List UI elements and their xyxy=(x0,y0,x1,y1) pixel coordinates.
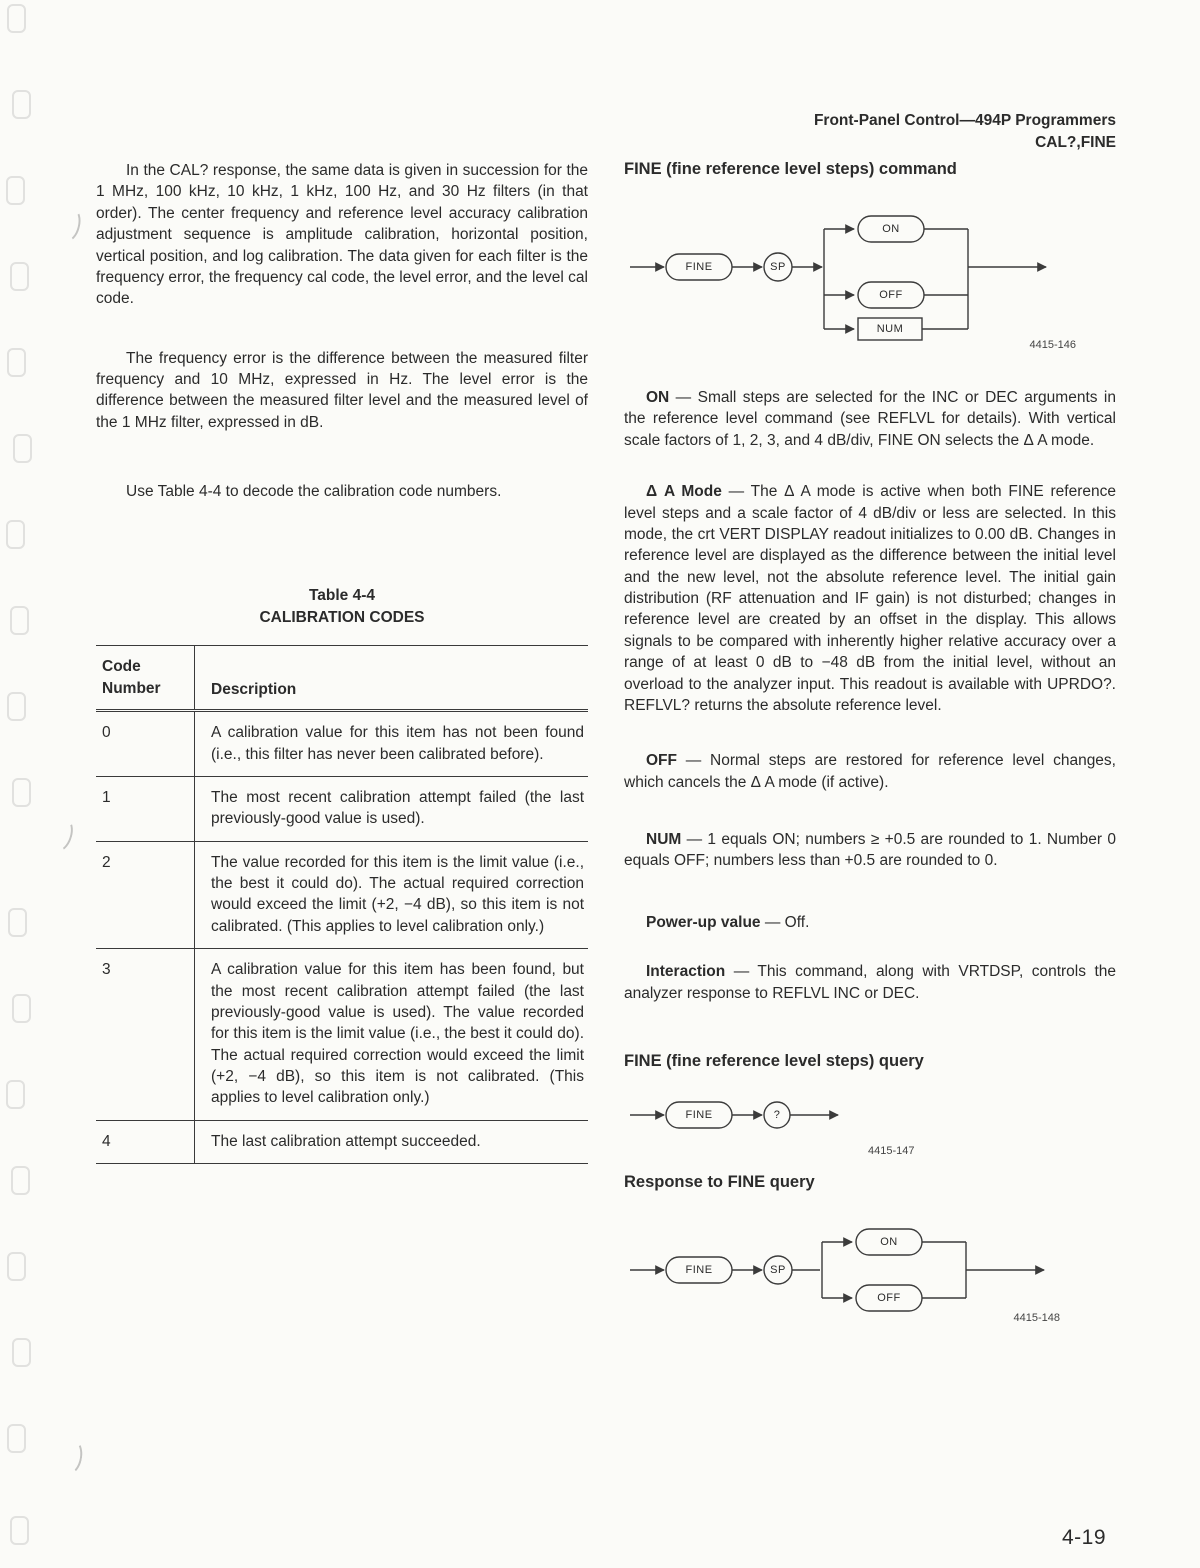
calibration-codes-table xyxy=(96,645,588,1164)
para-powerup-lead: Power-up value xyxy=(646,913,761,931)
table-header-row xyxy=(96,646,588,712)
table-row xyxy=(96,1121,588,1164)
para-delta-lead: Δ A Mode xyxy=(646,483,722,501)
scan-artifact xyxy=(8,908,27,937)
figure-number: 4415-148 xyxy=(1013,1311,1060,1324)
code-cell: 3 xyxy=(96,949,195,1120)
figure-number: 4415-146 xyxy=(1029,339,1076,351)
off-node-label: OFF xyxy=(879,289,903,301)
para-interaction-lead: Interaction xyxy=(646,963,726,981)
scan-artifact xyxy=(47,816,77,855)
scan-artifact xyxy=(6,520,25,549)
query-heading: FINE (fine reference level steps) query xyxy=(624,1051,924,1070)
sp-node-label: SP xyxy=(770,261,786,273)
para-power-up-value xyxy=(624,912,1116,933)
para-on-lead: ON xyxy=(646,389,670,406)
railroad-diagram-fine-command xyxy=(624,203,1104,353)
description-cell: The most recent calibration attempt failed (the last previously-good value is used). xyxy=(211,788,584,828)
para-on xyxy=(624,387,1116,451)
para-frequency-error: The frequency error is the difference between the measured filter frequency and 10 MHz, expressed in Hz. The level error is the difference between the measured filter level and the measured level of the 1 MHz filter, expressed in dB. xyxy=(96,349,588,431)
para-delta-a-mode xyxy=(624,481,1116,716)
table-row xyxy=(96,842,588,950)
query-syntax-diagram xyxy=(624,1093,1116,1157)
on-node-label: ON xyxy=(880,1235,898,1248)
table-row xyxy=(96,712,588,777)
scan-artifact xyxy=(7,348,26,377)
scan-artifact xyxy=(56,206,84,244)
para-interaction xyxy=(624,961,1116,1004)
railroad-diagram-fine-response xyxy=(624,1218,1104,1322)
scan-artifact xyxy=(59,1439,85,1476)
para-cal-response: In the CAL? response, the same data is given in succession for the 1 MHz, 100 kHz, 10 kHz, 1 kHz, 100 Hz, and 30 Hz filters (in that order). The center frequency and reference level accuracy calibration adjustment sequence is amplitude calibration, horizontal position, vertical position, and log calibration. The data given for each filter is the frequency error, the frequency cal code, the level error, and the level cal code. xyxy=(96,162,588,308)
scan-artifact xyxy=(12,778,31,807)
scan-artifact xyxy=(7,1252,26,1281)
response-heading: Response to FINE query xyxy=(624,1172,815,1191)
description-cell: The value recorded for this item is the limit value (i.e., the best it could do). The actual required correction would exceed the limit (+2, −4 dB), so this item is not calibrated. (This applies to level calibration only.) xyxy=(211,853,584,935)
page-number: 4-19 xyxy=(1062,1526,1107,1549)
table-row xyxy=(96,777,588,842)
command-heading: FINE (fine reference level steps) command xyxy=(624,160,957,178)
col-header-code-line2: Number xyxy=(102,679,161,697)
scan-artifact xyxy=(13,434,32,463)
left-column xyxy=(96,160,588,1164)
para-powerup-text: — Off. xyxy=(760,913,810,931)
railroad-diagram-fine-query xyxy=(624,1093,1104,1137)
para-off xyxy=(624,750,1116,793)
para-off-lead: OFF xyxy=(646,752,677,770)
scan-artifact xyxy=(11,1166,30,1195)
scan-artifact xyxy=(10,606,29,635)
scan-artifact xyxy=(10,1516,29,1545)
response-syntax-diagram xyxy=(624,1218,1116,1328)
col-header-description: Description xyxy=(211,681,297,699)
scan-artifact xyxy=(7,692,26,721)
fine-node-label: FINE xyxy=(685,1108,713,1121)
question-node-label: ? xyxy=(773,1108,781,1121)
scan-artifact xyxy=(7,1424,26,1453)
para-use-table: Use Table 4-4 to decode the calibration code numbers. xyxy=(126,483,502,501)
num-node-label: NUM xyxy=(876,323,904,335)
scan-artifact xyxy=(6,176,25,205)
scan-artifact xyxy=(12,90,31,119)
code-cell: 1 xyxy=(96,777,195,841)
code-cell: 2 xyxy=(96,842,195,949)
off-node-label: OFF xyxy=(877,1291,901,1304)
code-cell: 0 xyxy=(96,712,195,776)
scan-artifact xyxy=(12,1338,31,1367)
description-cell: A calibration value for this item has not been found (i.e., this filter has never been calibrated before). xyxy=(211,724,584,763)
para-num-text: — 1 equals ON; numbers ≥ +0.5 are rounded to 1. Number 0 equals OFF; numbers less than +0.5 are rounded to 0. xyxy=(624,831,1116,870)
col-header-code-line1: Code xyxy=(102,658,141,676)
sp-node-label: SP xyxy=(770,1263,786,1276)
para-num xyxy=(624,829,1116,872)
description-cell: A calibration value for this item has been found, but the most recent calibration attempt failed (the last previously-good value is used). The value recorded for this item is the limit value (i.e., the best it could do). The actual required correction would exceed the limit (+2, −4 dB), so this item is not calibrated. (This applies to level calibration only.) xyxy=(211,961,585,1107)
fine-node-label: FINE xyxy=(685,1263,713,1276)
table-title xyxy=(96,585,588,630)
fine-node-label: FINE xyxy=(685,261,713,273)
diagram-lines xyxy=(630,216,1046,340)
page-header xyxy=(624,110,1116,155)
para-interaction-text: — This command, along with VRTDSP, controls the analyzer response to REFLVL INC or DEC. xyxy=(624,963,1116,1002)
header-title: Front-Panel Control—494P Programmers xyxy=(813,112,1116,129)
scan-artifact xyxy=(6,1080,25,1109)
para-num-lead: NUM xyxy=(646,831,682,848)
para-off-text: — Normal steps are restored for reference level changes, which cancels the Δ A mode (if active). xyxy=(624,752,1116,791)
table-title-line2: CALIBRATION CODES xyxy=(259,608,425,626)
right-column xyxy=(624,160,1116,1328)
table-row xyxy=(96,949,588,1121)
description-cell: The last calibration attempt succeeded. xyxy=(211,1132,481,1150)
diagram-lines xyxy=(630,1102,838,1128)
scan-artifact xyxy=(7,4,26,33)
code-cell: 4 xyxy=(96,1121,195,1163)
col-header-code-number xyxy=(96,646,195,709)
command-syntax-diagram xyxy=(624,203,1116,359)
scan-artifact xyxy=(10,262,29,291)
figure-number: 4415-147 xyxy=(868,1144,915,1157)
header-subtitle: CAL?,FINE xyxy=(1035,134,1116,152)
scan-artifact xyxy=(12,994,31,1023)
para-delta-text: — The Δ A mode is active when both FINE reference level steps and a scale factor of 4 dB/div or less are selected. In this mode, the crt VERT DISPLAY readout initializes to 0.00 dB. Changes in reference level are displayed as the difference between the initial level and the new level, not the absolute reference level. The initial gain distribution (RF attenuation and IF gain) is not disturbed; changes in reference level are created by an offset in the display. This allows signals to be compared with inherently higher relative accuracy over a range of at least 0 dB to −48 dB from the initial level, without an overload to the analyzer input. This readout is available with UPRDO?. REFLVL? returns the absolute reference level. xyxy=(624,483,1116,714)
para-on-text: — Small steps are selected for the INC or DEC arguments in the reference level command (see REFLVL for details). With vertical scale factors of 1, 2, 3, and 4 dB/div, FINE ON selects the Δ A mode. xyxy=(624,389,1116,449)
table-title-line1: Table 4-4 xyxy=(308,586,376,604)
on-node-label: ON xyxy=(882,223,900,235)
